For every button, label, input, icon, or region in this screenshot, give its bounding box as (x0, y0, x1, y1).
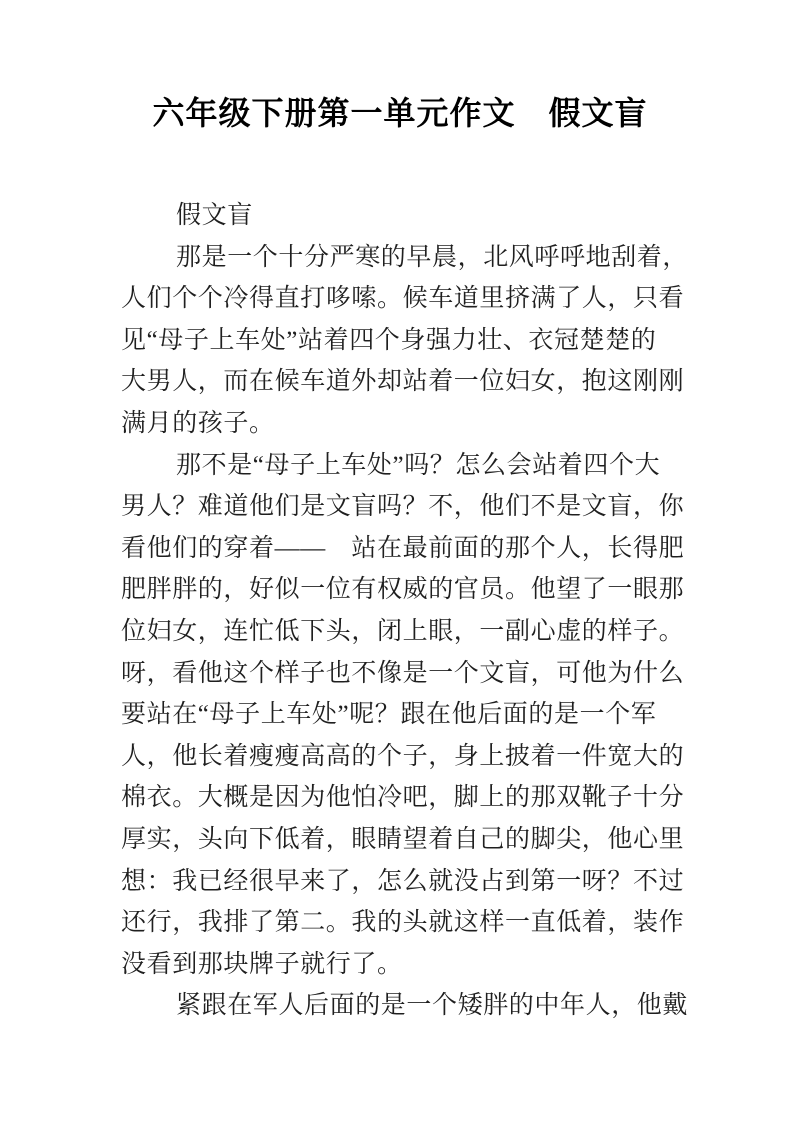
text-line: 想：我已经很早来了，怎么就没占到第一呀？不过 (121, 867, 685, 895)
text-line: 还行，我排了第二。我的头就这样一直低着，装作 (121, 909, 685, 937)
text-line: 没看到那块牌子就行了。 (121, 950, 403, 978)
text-line: 人们个个冷得直打哆嗦。候车道里挤满了人，只看 (121, 285, 685, 313)
text-line: 紧跟在军人后面的是一个矮胖的中年人，他戴 (176, 992, 689, 1020)
text-line: 要站在“母子上车处”呢？跟在他后面的是一个军 (121, 701, 657, 729)
text-line: 假文盲 (176, 202, 253, 229)
document-body (121, 195, 689, 1027)
text-line: 那是一个十分严寒的早晨，北风呼呼地刮着， (176, 243, 689, 271)
text-line: 呀，看他这个样子也不像是一个文盲，可他为什么 (121, 659, 685, 687)
text-line: 肥胖胖的，好似一位有权威的官员。他望了一眼那 (121, 576, 685, 604)
text-line: 厚实，头向下低着，眼睛望着自己的脚尖，他心里 (121, 825, 685, 853)
text-line: 那不是“母子上车处”吗？怎么会站着四个大 (176, 451, 661, 479)
text-line: 满月的孩子。 (121, 409, 275, 437)
document-title: 六年级下册第一单元作文 假文盲 (152, 95, 648, 131)
text-line: 人，他长着瘦瘦高高的个子，身上披着一件宽大的 (121, 742, 685, 770)
text-line: 男人？难道他们是文盲吗？不，他们不是文盲，你 (121, 493, 685, 521)
text-line: 看他们的穿着—— 站在最前面的那个人，长得肥 (121, 534, 685, 562)
text-line: 见“母子上车处”站着四个身强力壮、衣冠楚楚的 (121, 326, 657, 354)
text-line: 棉衣。大概是因为他怕冷吧，脚上的那双靴子十分 (121, 784, 685, 812)
text-line: 大男人，而在候车道外却站着一位妇女，抱这刚刚 (121, 368, 685, 396)
text-line: 位妇女，连忙低下头，闭上眼，一副心虚的样子。 (121, 617, 685, 645)
